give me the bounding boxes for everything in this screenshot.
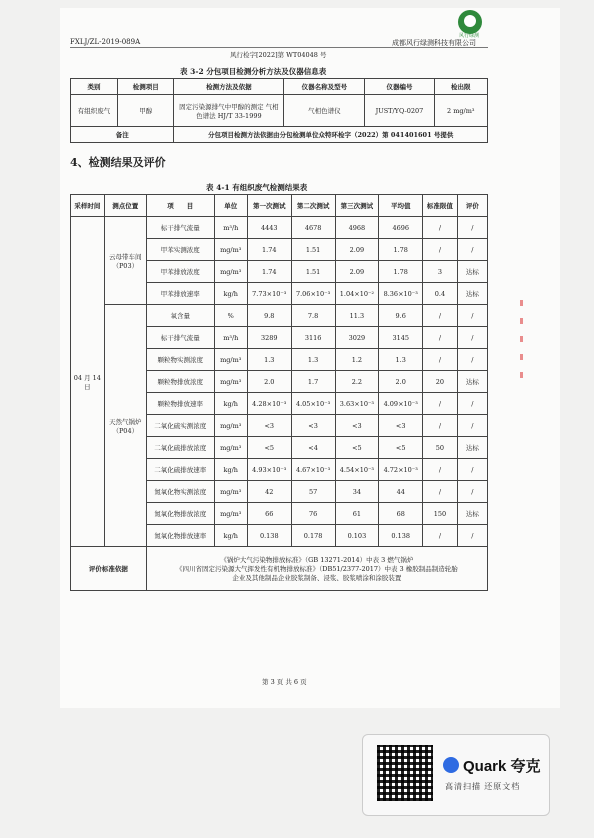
company-name: 成都风行绿测科技有限公司 [392, 39, 476, 47]
doc-code: FXLJ/ZL-2019-089A [70, 38, 141, 46]
t41-cell: 3289 [247, 327, 291, 349]
t41-cell: / [423, 239, 458, 261]
t32-header: 仪器编号 [365, 79, 434, 95]
t32-cell: 气相色谱仪 [284, 95, 365, 127]
company-logo-icon [458, 10, 482, 34]
t41-cell: 42 [247, 481, 291, 503]
table41-caption: 表 4-1 有组织废气检测结果表 [206, 183, 308, 192]
t41-cell: 4.93×10⁻³ [247, 459, 291, 481]
t41-cell: kg/h [214, 393, 247, 415]
t32-note-label: 备注 [71, 127, 174, 143]
t41-cell: <3 [291, 415, 335, 437]
t41-cell: 0.4 [423, 283, 458, 305]
t41-cell: / [423, 459, 458, 481]
t41-cell: m³/h [214, 217, 247, 239]
t41-cell: / [423, 327, 458, 349]
t41-cell: 0.138 [247, 525, 291, 547]
t41-cell: 甲苯排放速率 [146, 283, 214, 305]
t41-cell: 4.67×10⁻³ [291, 459, 335, 481]
t41-cell: / [457, 349, 487, 371]
t32-header: 检出限 [434, 79, 488, 95]
quark-brand: Quark 夸克 [463, 758, 541, 775]
t32-cell: 固定污染源排气中甲醇的测定 气相色谱法 HJ/T 33-1999 [174, 95, 284, 127]
sampling-location: 天然气锅炉（P04） [104, 305, 146, 547]
t41-cell: 1.7 [291, 371, 335, 393]
t41-header: 平均值 [379, 195, 423, 217]
basis-line: 《四川省固定污染源大气挥发性有机物排放标准》（DB51/2377-2017）中表 3 橡胶制品制造轮胎 [176, 565, 458, 573]
t41-cell: 二氧化硫实测浓度 [146, 415, 214, 437]
basis-line: 企业及其他制品企业胶浆制备、浸浆、胶浆喷涂和涂胶装置 [232, 574, 402, 582]
t41-cell: / [457, 525, 487, 547]
t41-cell: 66 [247, 503, 291, 525]
t32-header: 检测项目 [117, 79, 173, 95]
section-title: 4、检测结果及评价 [70, 156, 166, 169]
table32-caption: 表 3-2 分包项目检测分析方法及仪器信息表 [180, 67, 327, 76]
t41-cell: mg/m³ [214, 261, 247, 283]
t41-header: 第一次测试 [247, 195, 291, 217]
t41-cell: 氧含量 [146, 305, 214, 327]
t41-cell: 1.74 [247, 261, 291, 283]
t41-cell: <5 [247, 437, 291, 459]
t41-cell: 9.8 [247, 305, 291, 327]
t41-cell: mg/m³ [214, 481, 247, 503]
t41-cell: 达标 [457, 283, 487, 305]
t41-cell: 3145 [379, 327, 423, 349]
table-row [71, 305, 488, 327]
t41-header: 标准限值 [423, 195, 458, 217]
t41-cell: mg/m³ [214, 239, 247, 261]
t41-cell: 1.74 [247, 239, 291, 261]
table-3-2 [70, 78, 488, 143]
t32-header: 类别 [71, 79, 118, 95]
t41-cell: 1.51 [291, 239, 335, 261]
header-divider [70, 47, 488, 48]
t41-cell: 达标 [457, 371, 487, 393]
t41-cell: 颗粒物排放速率 [146, 393, 214, 415]
t41-cell: 3029 [335, 327, 379, 349]
t41-cell: 颗粒物排放浓度 [146, 371, 214, 393]
t41-cell: 34 [335, 481, 379, 503]
quark-logo-icon [443, 757, 459, 773]
table-4-1 [70, 194, 488, 591]
t41-cell: 颗粒物实测浓度 [146, 349, 214, 371]
t41-cell: / [457, 481, 487, 503]
t41-cell: / [457, 459, 487, 481]
t41-cell: 4.28×10⁻³ [247, 393, 291, 415]
t41-cell: 4.54×10⁻³ [335, 459, 379, 481]
t32-header: 检测方法及依据 [174, 79, 284, 95]
red-seal-mark [520, 300, 526, 410]
t41-cell: 2.09 [335, 239, 379, 261]
t41-header: 单位 [214, 195, 247, 217]
table-row [71, 217, 488, 239]
t41-cell: <3 [379, 415, 423, 437]
t41-cell: 0.103 [335, 525, 379, 547]
t41-cell: % [214, 305, 247, 327]
t41-cell: / [457, 239, 487, 261]
t41-cell: 达标 [457, 261, 487, 283]
report-number: 风行检字[2022]第 WT04048 号 [230, 51, 327, 59]
t41-cell: <5 [335, 437, 379, 459]
t41-cell: 76 [291, 503, 335, 525]
t41-header: 项 目 [146, 195, 214, 217]
t32-cell: JUST/YQ-0207 [365, 95, 434, 127]
t41-cell: / [423, 393, 458, 415]
t41-header: 评价 [457, 195, 487, 217]
t41-header: 采样时间 [71, 195, 105, 217]
t41-cell: mg/m³ [214, 437, 247, 459]
t41-cell: / [457, 393, 487, 415]
t41-cell: 57 [291, 481, 335, 503]
t41-cell: 4.09×10⁻³ [379, 393, 423, 415]
t41-cell: mg/m³ [214, 349, 247, 371]
t41-cell: 11.3 [335, 305, 379, 327]
t32-note: 分包项目检测方法依据由分包检测单位众特环检字（2022）第 041401601 号提供 [174, 127, 488, 143]
t41-cell: 4678 [291, 217, 335, 239]
t41-cell: 68 [379, 503, 423, 525]
t41-cell: 0.138 [379, 525, 423, 547]
t41-cell: / [423, 481, 458, 503]
basis-text [146, 547, 487, 591]
t41-cell: 7.8 [291, 305, 335, 327]
t41-cell: 4.05×10⁻³ [291, 393, 335, 415]
t41-cell: 7.06×10⁻³ [291, 283, 335, 305]
t41-cell: / [423, 305, 458, 327]
sampling-date: 04 月 14 日 [71, 217, 105, 547]
t41-cell: / [457, 305, 487, 327]
t32-cell: 甲醇 [117, 95, 173, 127]
t41-cell: 3 [423, 261, 458, 283]
t41-cell: 2.0 [247, 371, 291, 393]
t41-cell: 氮氧化物实测浓度 [146, 481, 214, 503]
t41-cell: kg/h [214, 459, 247, 481]
t41-cell: mg/m³ [214, 371, 247, 393]
t41-cell: 7.73×10⁻³ [247, 283, 291, 305]
t41-cell: / [457, 217, 487, 239]
t41-cell: 1.04×10⁻² [335, 283, 379, 305]
t41-cell: <4 [291, 437, 335, 459]
t41-cell: 4.72×10⁻³ [379, 459, 423, 481]
t41-cell: 二氧化硫排放速率 [146, 459, 214, 481]
t41-cell: 4968 [335, 217, 379, 239]
t41-cell: 0.178 [291, 525, 335, 547]
t41-cell: 61 [335, 503, 379, 525]
table-row [71, 547, 488, 591]
t41-cell: 甲苯实测浓度 [146, 239, 214, 261]
t41-header: 测点位置 [104, 195, 146, 217]
t41-cell: 1.78 [379, 261, 423, 283]
t41-cell: 1.3 [379, 349, 423, 371]
t41-cell: m³/h [214, 327, 247, 349]
t32-cell: 有组织废气 [71, 95, 118, 127]
basis-line: 《锅炉大气污染物排放标准》（GB 13271-2014）中表 3 燃气锅炉 [220, 556, 414, 564]
t41-cell: 标干排气流量 [146, 217, 214, 239]
logo-text: 风行绿测 [459, 33, 480, 39]
sampling-location: 云母带车间（P03） [104, 217, 146, 305]
page-footer: 第 3 页 共 6 页 [262, 678, 307, 686]
t41-cell: / [423, 415, 458, 437]
t41-cell: 2.2 [335, 371, 379, 393]
t41-cell: 4443 [247, 217, 291, 239]
t41-cell: / [423, 525, 458, 547]
t41-cell: / [457, 327, 487, 349]
t41-cell: 2.09 [335, 261, 379, 283]
t41-cell: 达标 [457, 437, 487, 459]
t41-header: 第三次测试 [335, 195, 379, 217]
t41-cell: 氮氧化物排放浓度 [146, 503, 214, 525]
t41-header: 第二次测试 [291, 195, 335, 217]
t41-cell: 3.63×10⁻³ [335, 393, 379, 415]
t32-header: 仪器名称及型号 [284, 79, 365, 95]
t41-cell: 150 [423, 503, 458, 525]
t41-cell: / [423, 349, 458, 371]
t41-cell: 4696 [379, 217, 423, 239]
t41-cell: kg/h [214, 525, 247, 547]
t41-cell: 1.2 [335, 349, 379, 371]
t41-cell: 1.78 [379, 239, 423, 261]
t41-cell: 1.3 [291, 349, 335, 371]
t41-cell: 50 [423, 437, 458, 459]
t41-cell: 2.0 [379, 371, 423, 393]
t41-cell: mg/m³ [214, 503, 247, 525]
quark-watermark-card [362, 734, 550, 816]
t41-cell: 3116 [291, 327, 335, 349]
t41-cell: 9.6 [379, 305, 423, 327]
t41-cell: 1.3 [247, 349, 291, 371]
t41-cell: mg/m³ [214, 415, 247, 437]
t41-cell: 甲苯排放浓度 [146, 261, 214, 283]
t41-cell: 20 [423, 371, 458, 393]
t41-cell: 二氧化硫排放浓度 [146, 437, 214, 459]
qr-code-icon [377, 745, 433, 801]
t41-cell: <5 [379, 437, 423, 459]
t41-cell: 标干排气流量 [146, 327, 214, 349]
t41-cell: 达标 [457, 503, 487, 525]
t41-cell: / [457, 415, 487, 437]
t41-cell: 44 [379, 481, 423, 503]
t41-cell: kg/h [214, 283, 247, 305]
t41-cell: <3 [247, 415, 291, 437]
t32-cell: 2 mg/m³ [434, 95, 488, 127]
quark-tagline: 高清扫描 还原文档 [445, 782, 521, 791]
t41-cell: / [423, 217, 458, 239]
t41-cell: 氮氧化物排放速率 [146, 525, 214, 547]
basis-label: 评价标准依据 [71, 547, 147, 591]
t41-cell: 8.36×10⁻³ [379, 283, 423, 305]
t41-cell: 1.51 [291, 261, 335, 283]
t41-cell: <3 [335, 415, 379, 437]
